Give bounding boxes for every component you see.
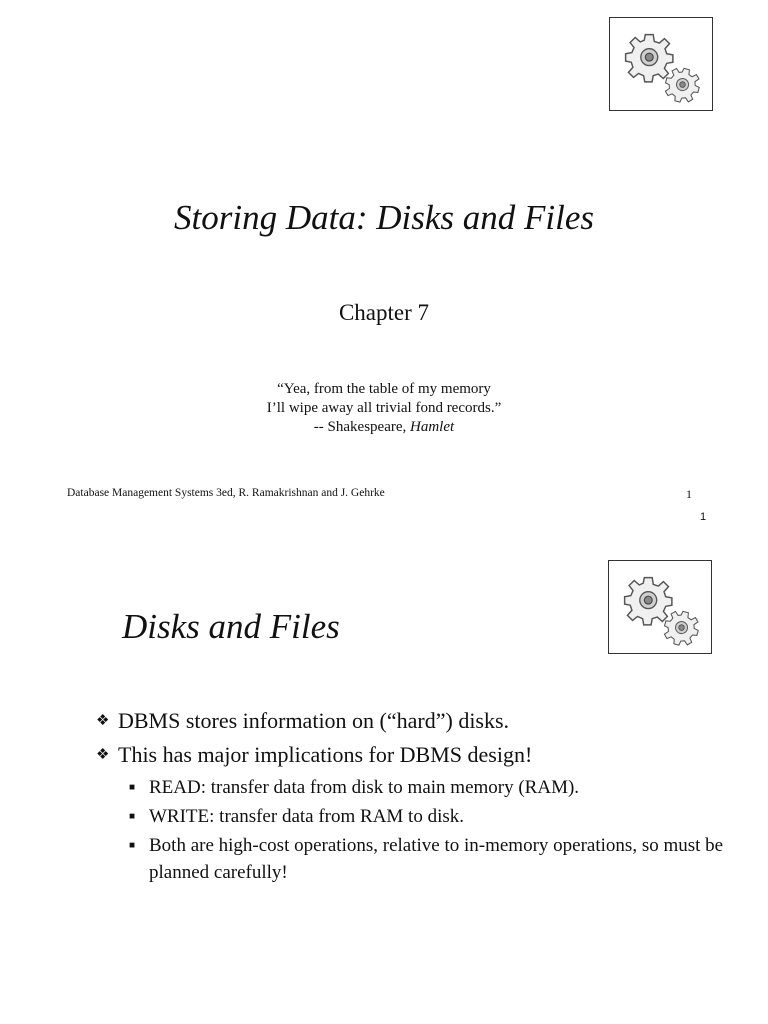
slide-2 bbox=[0, 536, 768, 1024]
quote-attribution bbox=[0, 418, 768, 437]
slide-title: Storing Data: Disks and Files bbox=[174, 198, 594, 237]
list-item bbox=[96, 740, 736, 770]
page-number: 1 bbox=[700, 511, 707, 523]
square-bullet-icon: ■ bbox=[129, 811, 136, 822]
slide-title: Disks and Files bbox=[122, 607, 340, 646]
gears-icon bbox=[609, 17, 713, 111]
sub-list-item bbox=[129, 774, 736, 801]
bullet-text: This has major implications for DBMS design! bbox=[118, 742, 533, 767]
diamond-bullet-icon: ❖ bbox=[96, 713, 110, 729]
bullet-text: DBMS stores information on (“hard”) disks. bbox=[118, 708, 510, 733]
slide-number: 1 bbox=[686, 487, 692, 501]
sub-list-item bbox=[129, 803, 736, 830]
list-item bbox=[96, 706, 736, 736]
sub-bullet-text: Both are high-cost operations, relative to in-memory operations, so must be planned carefully! bbox=[149, 835, 724, 883]
bullet-list bbox=[96, 706, 736, 888]
slide-footer: Database Management Systems 3ed, R. Ramakrishnan and J. Gehrke bbox=[67, 487, 385, 499]
quote-block bbox=[0, 380, 768, 437]
gears-icon bbox=[608, 560, 712, 654]
square-bullet-icon: ■ bbox=[129, 782, 136, 793]
square-bullet-icon: ■ bbox=[129, 840, 136, 851]
quote-author: -- Shakespeare, bbox=[313, 419, 411, 435]
quote-line: I’ll wipe away all trivial fond records.” bbox=[266, 400, 502, 416]
sub-bullet-text: READ: transfer data from disk to main memory (RAM). bbox=[149, 777, 580, 798]
quote-work: Hamlet bbox=[410, 419, 455, 435]
quote-line: “Yea, from the table of my memory bbox=[277, 381, 491, 397]
sub-bullet-text: WRITE: transfer data from RAM to disk. bbox=[149, 806, 465, 827]
diamond-bullet-icon: ❖ bbox=[96, 747, 110, 763]
sub-list-item bbox=[129, 832, 736, 886]
chapter-subtitle: Chapter 7 bbox=[338, 300, 430, 325]
